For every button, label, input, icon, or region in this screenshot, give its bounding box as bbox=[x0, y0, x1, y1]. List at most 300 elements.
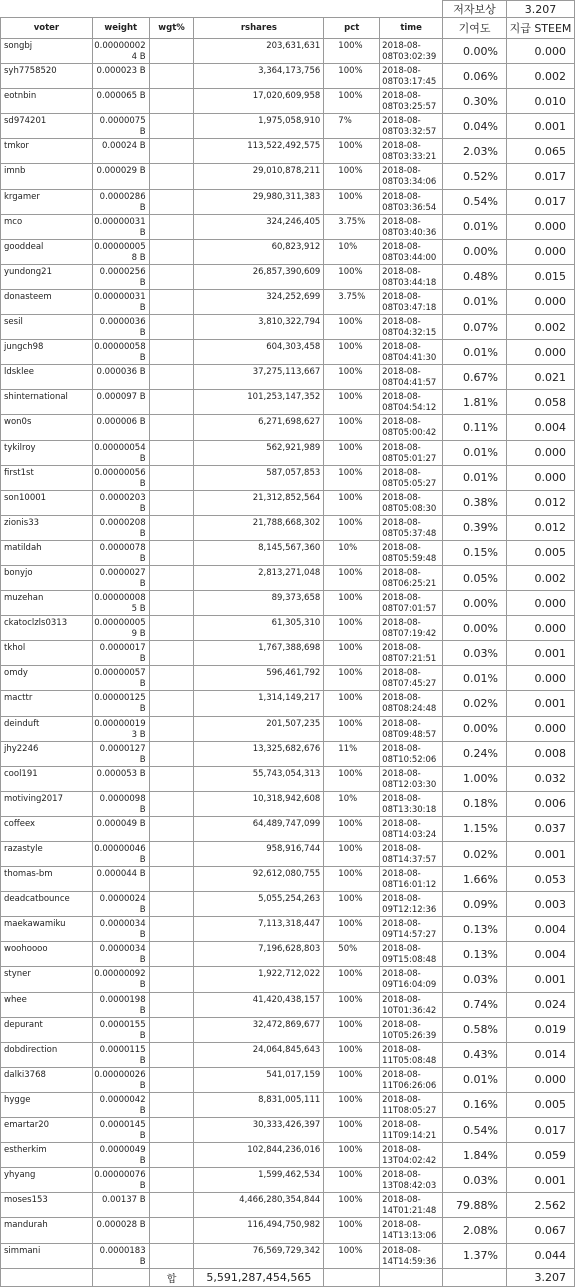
cell-wgt bbox=[149, 289, 194, 314]
table-row bbox=[1, 791, 575, 816]
header-wgt: wgt% bbox=[149, 18, 194, 39]
cell-pct: 100% bbox=[324, 1193, 380, 1218]
cell-contrib: 0.54% bbox=[443, 189, 507, 214]
table-row bbox=[1, 515, 575, 540]
header-contrib: 기여도 bbox=[443, 18, 507, 39]
cell-pay: 0.015 bbox=[507, 264, 575, 289]
cell-pct: 100% bbox=[324, 390, 380, 415]
cell-pay: 0.067 bbox=[507, 1218, 575, 1243]
cell-wgt bbox=[149, 440, 194, 465]
cell-contrib: 1.15% bbox=[443, 816, 507, 841]
cell-pay: 0.024 bbox=[507, 992, 575, 1017]
cell-wgt bbox=[149, 867, 194, 892]
table-row bbox=[1, 591, 575, 616]
cell-rshares: 17,020,609,958 bbox=[194, 89, 324, 114]
cell-weight: 0.0000098 B bbox=[92, 791, 149, 816]
cell-wgt bbox=[149, 992, 194, 1017]
cell-wgt bbox=[149, 565, 194, 590]
total-label: 합 bbox=[149, 1268, 194, 1286]
cell-weight: 0.0000198 B bbox=[92, 992, 149, 1017]
cell-wgt bbox=[149, 390, 194, 415]
cell-contrib: 0.43% bbox=[443, 1042, 507, 1067]
cell-rshares: 1,975,058,910 bbox=[194, 114, 324, 139]
cell-pay: 0.012 bbox=[507, 490, 575, 515]
cell-weight: 0.0000208 B bbox=[92, 515, 149, 540]
table-row bbox=[1, 465, 575, 490]
cell-pct: 100% bbox=[324, 515, 380, 540]
cell-pay: 0.000 bbox=[507, 340, 575, 365]
table-row bbox=[1, 716, 575, 741]
cell-pay: 0.000 bbox=[507, 440, 575, 465]
cell-rshares: 24,064,845,643 bbox=[194, 1042, 324, 1067]
header-row bbox=[1, 18, 575, 39]
cell-voter: thomas-bm bbox=[1, 867, 93, 892]
cell-wgt bbox=[149, 365, 194, 390]
cell-weight: 0.0000034 B bbox=[92, 942, 149, 967]
cell-rshares: 1,599,462,534 bbox=[194, 1168, 324, 1193]
cell-wgt bbox=[149, 490, 194, 515]
cell-pct: 100% bbox=[324, 716, 380, 741]
cell-contrib: 2.08% bbox=[443, 1218, 507, 1243]
cell-wgt bbox=[149, 616, 194, 641]
cell-pct: 10% bbox=[324, 791, 380, 816]
cell-pay: 0.001 bbox=[507, 641, 575, 666]
cell-voter: depurant bbox=[1, 1017, 93, 1042]
cell-pct: 100% bbox=[324, 867, 380, 892]
cell-time: 2018-08-08T05:01:27 bbox=[380, 440, 443, 465]
cell-pay: 0.004 bbox=[507, 415, 575, 440]
cell-contrib: 0.01% bbox=[443, 289, 507, 314]
cell-time: 2018-08-08T16:01:12 bbox=[380, 867, 443, 892]
cell-wgt bbox=[149, 892, 194, 917]
cell-rshares: 32,472,869,677 bbox=[194, 1017, 324, 1042]
cell-time: 2018-08-11T09:14:21 bbox=[380, 1118, 443, 1143]
table-row bbox=[1, 64, 575, 89]
cell-rshares: 5,055,254,263 bbox=[194, 892, 324, 917]
cell-pay: 0.017 bbox=[507, 189, 575, 214]
cell-time: 2018-08-08T07:19:42 bbox=[380, 616, 443, 641]
cell-weight: 0.000065 B bbox=[92, 89, 149, 114]
cell-rshares: 55,743,054,313 bbox=[194, 766, 324, 791]
cell-voter: krgamer bbox=[1, 189, 93, 214]
cell-pay: 0.010 bbox=[507, 89, 575, 114]
cell-contrib: 0.03% bbox=[443, 641, 507, 666]
cell-voter: deinduft bbox=[1, 716, 93, 741]
cell-pct: 100% bbox=[324, 565, 380, 590]
cell-pay: 0.032 bbox=[507, 766, 575, 791]
cell-voter: sesil bbox=[1, 315, 93, 340]
cell-pct: 100% bbox=[324, 816, 380, 841]
cell-time: 2018-08-08T05:37:48 bbox=[380, 515, 443, 540]
cell-rshares: 562,921,989 bbox=[194, 440, 324, 465]
cell-pay: 0.000 bbox=[507, 1067, 575, 1092]
table-row bbox=[1, 892, 575, 917]
cell-wgt bbox=[149, 791, 194, 816]
cell-pay: 0.008 bbox=[507, 741, 575, 766]
cell-time: 2018-08-08T10:52:06 bbox=[380, 741, 443, 766]
cell-pct: 10% bbox=[324, 239, 380, 264]
cell-wgt bbox=[149, 666, 194, 691]
cell-rshares: 1,314,149,217 bbox=[194, 691, 324, 716]
table-row bbox=[1, 1218, 575, 1243]
cell-rshares: 37,275,113,667 bbox=[194, 365, 324, 390]
cell-time: 2018-08-08T03:17:45 bbox=[380, 64, 443, 89]
cell-wgt bbox=[149, 1042, 194, 1067]
total-empty-contrib bbox=[443, 1268, 507, 1286]
cell-voter: dalki3768 bbox=[1, 1067, 93, 1092]
cell-pct: 7% bbox=[324, 114, 380, 139]
cell-weight: 0.00000046 B bbox=[92, 842, 149, 867]
cell-weight: 0.0000027 B bbox=[92, 565, 149, 590]
cell-weight: 0.0000042 B bbox=[92, 1092, 149, 1117]
cell-weight: 0.00000031 B bbox=[92, 289, 149, 314]
cell-pay: 0.000 bbox=[507, 666, 575, 691]
cell-pay: 0.000 bbox=[507, 465, 575, 490]
cell-pct: 100% bbox=[324, 967, 380, 992]
cell-contrib: 0.01% bbox=[443, 440, 507, 465]
cell-weight: 0.00000008 5 B bbox=[92, 591, 149, 616]
table-row bbox=[1, 340, 575, 365]
cell-contrib: 79.88% bbox=[443, 1193, 507, 1218]
cell-pay: 0.005 bbox=[507, 1092, 575, 1117]
cell-rshares: 541,017,159 bbox=[194, 1067, 324, 1092]
cell-weight: 0.0000078 B bbox=[92, 540, 149, 565]
header-pct: pct bbox=[324, 18, 380, 39]
cell-wgt bbox=[149, 591, 194, 616]
cell-weight: 0.0000024 B bbox=[92, 892, 149, 917]
cell-voter: tmkor bbox=[1, 139, 93, 164]
cell-contrib: 1.66% bbox=[443, 867, 507, 892]
cell-pay: 0.014 bbox=[507, 1042, 575, 1067]
cell-contrib: 0.52% bbox=[443, 164, 507, 189]
cell-voter: zionis33 bbox=[1, 515, 93, 540]
cell-voter: ldsklee bbox=[1, 365, 93, 390]
total-empty-pct bbox=[324, 1268, 380, 1286]
cell-weight: 0.0000017 B bbox=[92, 641, 149, 666]
cell-contrib: 0.00% bbox=[443, 39, 507, 64]
cell-weight: 0.0000145 B bbox=[92, 1118, 149, 1143]
table-row bbox=[1, 114, 575, 139]
table-row bbox=[1, 39, 575, 64]
cell-pct: 100% bbox=[324, 315, 380, 340]
cell-rshares: 604,303,458 bbox=[194, 340, 324, 365]
cell-contrib: 0.39% bbox=[443, 515, 507, 540]
cell-time: 2018-08-08T03:25:57 bbox=[380, 89, 443, 114]
table-row bbox=[1, 139, 575, 164]
cell-voter: mco bbox=[1, 214, 93, 239]
cell-contrib: 0.00% bbox=[443, 591, 507, 616]
cell-time: 2018-08-08T04:41:57 bbox=[380, 365, 443, 390]
cell-rshares: 26,857,390,609 bbox=[194, 264, 324, 289]
cell-contrib: 0.01% bbox=[443, 214, 507, 239]
cell-wgt bbox=[149, 816, 194, 841]
cell-contrib: 0.67% bbox=[443, 365, 507, 390]
cell-pct: 100% bbox=[324, 1243, 380, 1268]
cell-rshares: 7,196,628,803 bbox=[194, 942, 324, 967]
cell-rshares: 89,373,658 bbox=[194, 591, 324, 616]
cell-contrib: 0.00% bbox=[443, 616, 507, 641]
cell-time: 2018-08-08T04:32:15 bbox=[380, 315, 443, 340]
cell-time: 2018-08-08T14:37:57 bbox=[380, 842, 443, 867]
cell-rshares: 324,252,699 bbox=[194, 289, 324, 314]
cell-time: 2018-08-08T05:59:48 bbox=[380, 540, 443, 565]
cell-pct: 100% bbox=[324, 1042, 380, 1067]
cell-weight: 0.0000286 B bbox=[92, 189, 149, 214]
cell-time: 2018-08-08T03:40:36 bbox=[380, 214, 443, 239]
cell-rshares: 60,823,912 bbox=[194, 239, 324, 264]
cell-wgt bbox=[149, 239, 194, 264]
cell-pay: 0.017 bbox=[507, 164, 575, 189]
cell-pay: 0.002 bbox=[507, 64, 575, 89]
cell-pct: 100% bbox=[324, 1218, 380, 1243]
cell-contrib: 0.13% bbox=[443, 942, 507, 967]
cell-rshares: 116,494,750,982 bbox=[194, 1218, 324, 1243]
cell-contrib: 0.38% bbox=[443, 490, 507, 515]
table-row bbox=[1, 164, 575, 189]
table-row bbox=[1, 691, 575, 716]
cell-voter: cool191 bbox=[1, 766, 93, 791]
cell-rshares: 41,420,438,157 bbox=[194, 992, 324, 1017]
cell-time: 2018-08-14T14:59:36 bbox=[380, 1243, 443, 1268]
cell-contrib: 0.01% bbox=[443, 1067, 507, 1092]
cell-pct: 100% bbox=[324, 1092, 380, 1117]
cell-wgt bbox=[149, 415, 194, 440]
cell-pct: 100% bbox=[324, 164, 380, 189]
cell-wgt bbox=[149, 1143, 194, 1168]
cell-rshares: 1,922,712,022 bbox=[194, 967, 324, 992]
cell-weight: 0.00024 B bbox=[92, 139, 149, 164]
cell-pct: 100% bbox=[324, 1067, 380, 1092]
cell-time: 2018-08-14T13:13:06 bbox=[380, 1218, 443, 1243]
cell-weight: 0.00000125 B bbox=[92, 691, 149, 716]
cell-time: 2018-08-08T03:47:18 bbox=[380, 289, 443, 314]
cell-voter: imnb bbox=[1, 164, 93, 189]
cell-time: 2018-08-08T03:36:54 bbox=[380, 189, 443, 214]
table-row bbox=[1, 214, 575, 239]
cell-contrib: 1.81% bbox=[443, 390, 507, 415]
cell-wgt bbox=[149, 641, 194, 666]
cell-pct: 100% bbox=[324, 591, 380, 616]
header-pay: 지급 STEEM bbox=[507, 18, 575, 39]
cell-pct: 100% bbox=[324, 89, 380, 114]
table-row bbox=[1, 1193, 575, 1218]
cell-time: 2018-08-08T05:08:30 bbox=[380, 490, 443, 515]
cell-weight: 0.0000034 B bbox=[92, 917, 149, 942]
cell-rshares: 64,489,747,099 bbox=[194, 816, 324, 841]
table-row bbox=[1, 666, 575, 691]
cell-voter: won0s bbox=[1, 415, 93, 440]
cell-weight: 0.00000026 B bbox=[92, 1067, 149, 1092]
cell-voter: matildah bbox=[1, 540, 93, 565]
cell-contrib: 0.13% bbox=[443, 917, 507, 942]
cell-weight: 0.00000031 B bbox=[92, 214, 149, 239]
cell-time: 2018-08-08T03:34:06 bbox=[380, 164, 443, 189]
cell-voter: mandurah bbox=[1, 1218, 93, 1243]
cell-voter: motiving2017 bbox=[1, 791, 93, 816]
cell-rshares: 3,810,322,794 bbox=[194, 315, 324, 340]
cell-weight: 0.0000049 B bbox=[92, 1143, 149, 1168]
cell-rshares: 3,364,173,756 bbox=[194, 64, 324, 89]
cell-contrib: 0.00% bbox=[443, 716, 507, 741]
cell-rshares: 201,507,235 bbox=[194, 716, 324, 741]
cell-wgt bbox=[149, 1193, 194, 1218]
table-row bbox=[1, 1092, 575, 1117]
cell-pct: 100% bbox=[324, 666, 380, 691]
cell-wgt bbox=[149, 716, 194, 741]
cell-time: 2018-08-14T01:21:48 bbox=[380, 1193, 443, 1218]
cell-rshares: 203,631,631 bbox=[194, 39, 324, 64]
cell-contrib: 2.03% bbox=[443, 139, 507, 164]
cell-time: 2018-08-11T08:05:27 bbox=[380, 1092, 443, 1117]
table-row bbox=[1, 741, 575, 766]
cell-weight: 0.000029 B bbox=[92, 164, 149, 189]
table-row bbox=[1, 239, 575, 264]
cell-voter: bonyjo bbox=[1, 565, 93, 590]
cell-pay: 0.000 bbox=[507, 289, 575, 314]
cell-pay: 0.000 bbox=[507, 214, 575, 239]
cell-time: 2018-08-08T03:44:00 bbox=[380, 239, 443, 264]
author-reward-value: 3.207 bbox=[507, 1, 575, 18]
cell-weight: 0.00000057 B bbox=[92, 666, 149, 691]
cell-time: 2018-08-08T14:03:24 bbox=[380, 816, 443, 841]
cell-voter: macttr bbox=[1, 691, 93, 716]
table-row bbox=[1, 390, 575, 415]
cell-contrib: 0.02% bbox=[443, 691, 507, 716]
cell-pct: 100% bbox=[324, 1143, 380, 1168]
cell-voter: tkhol bbox=[1, 641, 93, 666]
cell-wgt bbox=[149, 1017, 194, 1042]
cell-rshares: 4,466,280,354,844 bbox=[194, 1193, 324, 1218]
total-pay: 3.207 bbox=[507, 1268, 575, 1286]
table-row bbox=[1, 540, 575, 565]
cell-pay: 0.065 bbox=[507, 139, 575, 164]
cell-voter: sd974201 bbox=[1, 114, 93, 139]
cell-pay: 0.002 bbox=[507, 315, 575, 340]
cell-voter: moses153 bbox=[1, 1193, 93, 1218]
cell-pct: 3.75% bbox=[324, 214, 380, 239]
cell-time: 2018-08-09T12:12:36 bbox=[380, 892, 443, 917]
cell-time: 2018-08-08T03:02:39 bbox=[380, 39, 443, 64]
cell-time: 2018-08-08T05:05:27 bbox=[380, 465, 443, 490]
cell-weight: 0.00000056 B bbox=[92, 465, 149, 490]
cell-weight: 0.00000092 B bbox=[92, 967, 149, 992]
cell-rshares: 29,010,878,211 bbox=[194, 164, 324, 189]
cell-weight: 0.00000019 3 B bbox=[92, 716, 149, 741]
cell-wgt bbox=[149, 942, 194, 967]
cell-contrib: 0.03% bbox=[443, 967, 507, 992]
cell-weight: 0.00000005 8 B bbox=[92, 239, 149, 264]
cell-time: 2018-08-09T16:04:09 bbox=[380, 967, 443, 992]
cell-pay: 0.001 bbox=[507, 114, 575, 139]
cell-rshares: 61,305,310 bbox=[194, 616, 324, 641]
cell-voter: woohoooo bbox=[1, 942, 93, 967]
cell-wgt bbox=[149, 1168, 194, 1193]
cell-rshares: 21,312,852,564 bbox=[194, 490, 324, 515]
cell-wgt bbox=[149, 1067, 194, 1092]
cell-wgt bbox=[149, 164, 194, 189]
cell-voter: hygge bbox=[1, 1092, 93, 1117]
cell-voter: emartar20 bbox=[1, 1118, 93, 1143]
table-row bbox=[1, 315, 575, 340]
cell-wgt bbox=[149, 189, 194, 214]
cell-wgt bbox=[149, 967, 194, 992]
table-row bbox=[1, 641, 575, 666]
cell-contrib: 0.11% bbox=[443, 415, 507, 440]
cell-contrib: 0.00% bbox=[443, 239, 507, 264]
cell-pct: 100% bbox=[324, 64, 380, 89]
cell-rshares: 8,145,567,360 bbox=[194, 540, 324, 565]
cell-contrib: 0.07% bbox=[443, 315, 507, 340]
cell-pct: 100% bbox=[324, 415, 380, 440]
cell-wgt bbox=[149, 465, 194, 490]
cell-rshares: 29,980,311,383 bbox=[194, 189, 324, 214]
cell-wgt bbox=[149, 842, 194, 867]
table-row bbox=[1, 1067, 575, 1092]
cell-rshares: 113,522,492,575 bbox=[194, 139, 324, 164]
table-row bbox=[1, 415, 575, 440]
cell-rshares: 596,461,792 bbox=[194, 666, 324, 691]
cell-weight: 0.00000002 4 B bbox=[92, 39, 149, 64]
cell-pct: 100% bbox=[324, 465, 380, 490]
cell-weight: 0.000053 B bbox=[92, 766, 149, 791]
header-voter: voter bbox=[1, 18, 93, 39]
cell-pct: 3.75% bbox=[324, 289, 380, 314]
cell-pct: 100% bbox=[324, 440, 380, 465]
table-row bbox=[1, 942, 575, 967]
cell-pay: 0.001 bbox=[507, 967, 575, 992]
cell-voter: syh7758520 bbox=[1, 64, 93, 89]
cell-pay: 0.017 bbox=[507, 1118, 575, 1143]
cell-rshares: 21,788,668,302 bbox=[194, 515, 324, 540]
cell-voter: simmani bbox=[1, 1243, 93, 1268]
cell-pay: 0.000 bbox=[507, 239, 575, 264]
cell-time: 2018-08-08T08:24:48 bbox=[380, 691, 443, 716]
cell-pct: 11% bbox=[324, 741, 380, 766]
cell-contrib: 0.24% bbox=[443, 741, 507, 766]
cell-pct: 50% bbox=[324, 942, 380, 967]
table-row bbox=[1, 1118, 575, 1143]
cell-time: 2018-08-13T08:42:03 bbox=[380, 1168, 443, 1193]
cell-rshares: 13,325,682,676 bbox=[194, 741, 324, 766]
cell-weight: 0.000097 B bbox=[92, 390, 149, 415]
total-empty-weight bbox=[92, 1268, 149, 1286]
table-row bbox=[1, 189, 575, 214]
cell-contrib: 0.03% bbox=[443, 1168, 507, 1193]
cell-time: 2018-08-13T04:02:42 bbox=[380, 1143, 443, 1168]
cell-voter: styner bbox=[1, 967, 93, 992]
header-rshares: rshares bbox=[194, 18, 324, 39]
cell-time: 2018-08-08T03:44:18 bbox=[380, 264, 443, 289]
cell-wgt bbox=[149, 114, 194, 139]
cell-time: 2018-08-10T05:26:39 bbox=[380, 1017, 443, 1042]
cell-weight: 0.000006 B bbox=[92, 415, 149, 440]
table-row bbox=[1, 766, 575, 791]
cell-pct: 100% bbox=[324, 340, 380, 365]
cell-voter: coffeex bbox=[1, 816, 93, 841]
cell-wgt bbox=[149, 917, 194, 942]
total-row bbox=[1, 1268, 575, 1286]
cell-voter: jungch98 bbox=[1, 340, 93, 365]
cell-time: 2018-08-08T13:30:18 bbox=[380, 791, 443, 816]
cell-voter: gooddeal bbox=[1, 239, 93, 264]
cell-pay: 2.562 bbox=[507, 1193, 575, 1218]
cell-voter: omdy bbox=[1, 666, 93, 691]
cell-time: 2018-08-08T07:21:51 bbox=[380, 641, 443, 666]
cell-contrib: 1.00% bbox=[443, 766, 507, 791]
table-row bbox=[1, 992, 575, 1017]
total-empty-time bbox=[380, 1268, 443, 1286]
cell-pct: 100% bbox=[324, 490, 380, 515]
